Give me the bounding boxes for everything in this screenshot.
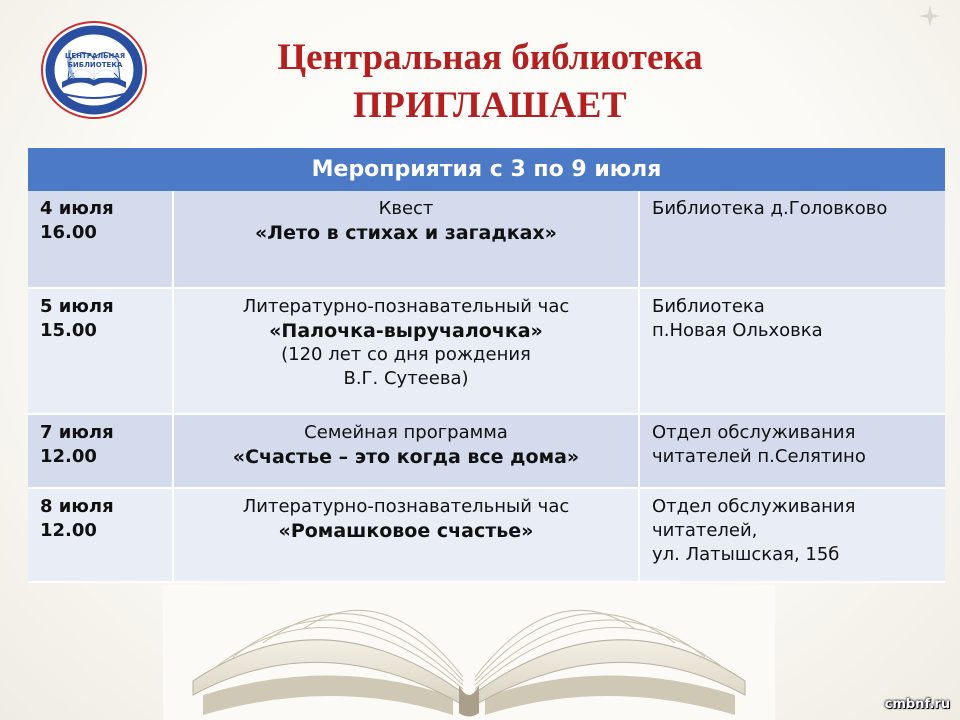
logo-text-bottom: БИБЛИОТЕКА: [67, 61, 123, 69]
event-type: Семейная программа: [304, 422, 508, 443]
place-line: Библиотека д.Головково: [652, 198, 888, 219]
table-row: [28, 191, 945, 288]
event-time: 12.00: [40, 520, 97, 541]
event-date: 5 июля: [40, 296, 114, 317]
table-heading: Мероприятия с 3 по 9 июля: [28, 148, 945, 191]
logo-text-top: ЦЕНТРАЛЬНАЯ: [64, 52, 126, 60]
event-name: «Палочка-выручалочка»: [269, 320, 543, 342]
event-time: 12.00: [40, 446, 97, 467]
event-type: Литературно-познавательный час: [242, 496, 570, 517]
table-row: [28, 414, 945, 488]
event-type: Литературно-познавательный час: [242, 296, 570, 317]
watermark: cmbnf.ru: [884, 697, 950, 712]
place-line: читателей п.Селятино: [652, 446, 866, 467]
place-cell: [639, 414, 945, 488]
event-cell: [173, 488, 639, 582]
place-line: п.Новая Ольховка: [652, 320, 823, 341]
place-line: Отдел обслуживания: [652, 496, 856, 517]
event-name: «Лето в стихах и загадках»: [255, 222, 557, 244]
event-name: «Счастье – это когда все дома»: [232, 446, 580, 468]
place-cell: [639, 288, 945, 414]
event-cell: [173, 191, 639, 288]
place-line: читателей,: [652, 520, 758, 541]
event-date: 8 июля: [40, 496, 114, 517]
event-time: 15.00: [40, 320, 97, 341]
place-cell: [639, 488, 945, 582]
page-title-line2: ПРИГЛАШАЕТ: [352, 85, 628, 126]
place-line: ул. Латышская, 15б: [652, 544, 840, 565]
date-cell: [28, 414, 173, 488]
sparkle-icon: [918, 4, 942, 28]
event-note: (120 лет со дня рождения: [281, 344, 531, 365]
place-cell: [639, 191, 945, 288]
date-cell: [28, 488, 173, 582]
event-cell: [173, 414, 639, 488]
events-table: [28, 148, 945, 583]
event-cell: [173, 288, 639, 414]
date-cell: [28, 191, 173, 288]
table-row: [28, 488, 945, 582]
open-book-illustration: [163, 585, 775, 720]
place-line: Библиотека: [652, 296, 765, 317]
place-line: Отдел обслуживания: [652, 422, 856, 443]
page-title-line1: Центральная библиотека: [277, 37, 703, 78]
event-time: 16.00: [40, 222, 97, 243]
date-cell: [28, 288, 173, 414]
library-logo: [40, 20, 148, 120]
event-type: Квест: [378, 198, 434, 219]
table-row: [28, 288, 945, 414]
event-note: В.Г. Сутеева): [343, 368, 469, 389]
event-date: 4 июля: [40, 198, 114, 219]
event-name: «Ромашковое счастье»: [278, 520, 534, 542]
event-date: 7 июля: [40, 422, 114, 443]
